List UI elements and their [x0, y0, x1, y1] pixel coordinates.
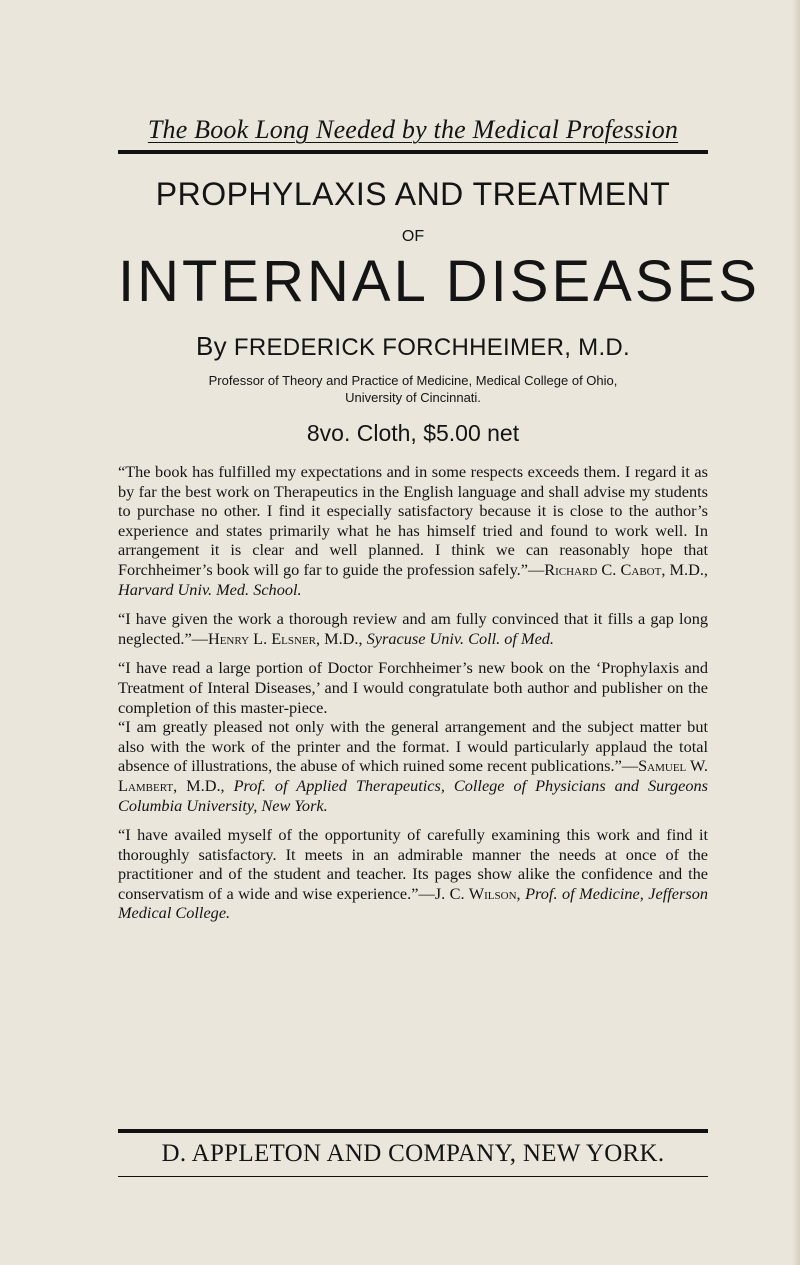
- testimonial: [118, 717, 708, 815]
- testimonial-author: Henry L. Elsner, M.D.,: [207, 628, 363, 648]
- affiliation-line1: Professor of Theory and Practice of Medicine, Medical College of Ohio,: [208, 373, 618, 388]
- affiliation-line2: University of Cincinnati.: [345, 390, 481, 405]
- header-rule: [118, 150, 708, 154]
- book-title-line2: INTERNAL DISEASES: [118, 249, 760, 314]
- publisher-imprint: D. APPLETON AND COMPANY, NEW YORK.: [161, 1140, 665, 1167]
- price-line: 8vo. Cloth, $5.00 net: [306, 420, 520, 446]
- testimonials: [118, 462, 708, 933]
- testimonial-author: J. C. Wilson,: [434, 883, 521, 903]
- testimonial-author: Samuel W. Lambert, M.D.,: [118, 756, 708, 795]
- author-line: [118, 330, 708, 364]
- publisher-rule-top: [118, 1129, 708, 1133]
- header-title: The Book Long Needed by the Medical Profession: [147, 115, 679, 144]
- book-title-line1: PROPHYLAXIS AND TREATMENT: [155, 176, 671, 212]
- testimonial-text: “I have read a large portion of Doctor Forchheimer’s new book on the ‘Prophylaxis and Treatment of Interal Diseases,’ and I would congratulate both author and publisher on the completion of this master-piece.: [118, 658, 708, 717]
- author-affiliation: [118, 372, 708, 406]
- book-title-of: OF: [401, 228, 425, 245]
- publisher-rule-bottom: [118, 1176, 708, 1177]
- testimonial: [118, 658, 708, 717]
- testimonial-text: “I have availed myself of the opportunity of carefully examining this work and find it thoroughly satisfactory. It meets in an admirable manner the needs at once of the practitioner and of the student and teacher. Its pages show alike the confidence and the conservatism of a wide and wise experience.”—: [118, 825, 708, 903]
- testimonial-text: “I have given the work a thorough review and am fully convinced that it fills a gap long neglected.”—: [118, 609, 708, 648]
- testimonial-affiliation: Prof. of Medicine, Jefferson Medical College.: [118, 883, 708, 923]
- testimonial-affiliation: Syracuse Univ. Coll. of Med.: [366, 628, 555, 648]
- testimonial: [118, 462, 708, 599]
- testimonial-author: Richard C. Cabot, M.D.,: [544, 559, 708, 579]
- testimonial-text: “I am greatly pleased not only with the general arrangement and the subject matter but also with the work of the printer and the format. I would particularly applaud the total absence of illustrations, the abuse of which ruined some recent publications.”—: [118, 717, 708, 776]
- page-edge-shadow: [792, 0, 800, 1265]
- testimonial-affiliation: Prof. of Applied Therapeutics, College of Physicians and Surgeons Columbia University, New York.: [118, 775, 708, 815]
- testimonial-text: “The book has fulfilled my expectations and in some respects exceeds them. I regard it as by far the best work on Therapeutics in the English language and shall advise my students to purchase no other. I find it especially satisfactory because it is close to the author’s experience and states primarily what he has himself tried and found to work well. In arrangement it is clear and well planned. I think we can reasonably hope that Forchheimer’s book will go far to guide the profession safely.”—: [118, 462, 708, 579]
- testimonial-affiliation: Harvard Univ. Med. School.: [118, 579, 302, 599]
- testimonial: [118, 825, 708, 923]
- author-name: FREDERICK FORCHHEIMER, M.D.: [233, 334, 631, 361]
- author-by: By: [195, 331, 227, 361]
- testimonial: [118, 609, 708, 648]
